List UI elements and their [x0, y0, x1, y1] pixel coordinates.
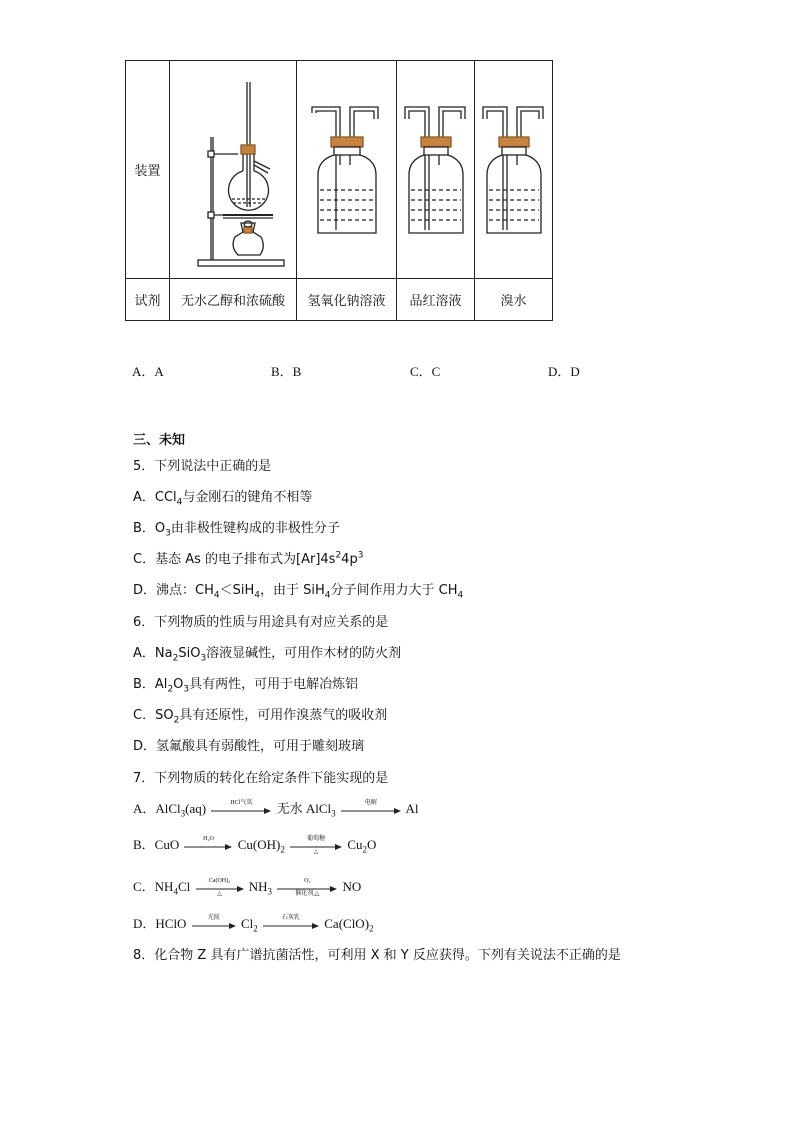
- reagent-cell: 溴水: [475, 279, 553, 321]
- reagent-cell: 氢氧化钠溶液: [297, 279, 397, 321]
- apparatus-wash-bottle-1: [297, 61, 397, 279]
- q7-option-c: C．$NH_4Cl$ Ca(OH)₂ △ $NH_3$ O₂ 催化剂,△ NO: [133, 878, 362, 898]
- apparatus-ethylene-generator: [170, 61, 297, 279]
- q6-option-a: A．$Na_2SiO_3$溶液显碱性，可用作木材的防火剂: [133, 646, 402, 664]
- q4-option-a: A．A: [132, 364, 164, 379]
- q5-option-c: C．基态 As 的电子排布式为$[Ar]4s^24p^3$: [133, 550, 364, 567]
- reaction-arrow: Ca(OH)₂ △: [196, 881, 244, 895]
- q6-option-d: D．氢氟酸具有弱酸性，可用于雕刻玻璃: [133, 739, 365, 754]
- reagent-cell: 品红溶液: [397, 279, 475, 321]
- reaction-arrow: H₂O: [184, 839, 232, 853]
- q7-option-a: A．AlCl$_3$(aq) HCl气氛 无水 AlCl$_3$ 电解 Al: [133, 800, 419, 819]
- apparatus-wash-bottle-3: [475, 61, 553, 279]
- reaction-arrow: 石灰乳: [263, 918, 319, 932]
- gas-wash-bottle-icon: [310, 105, 384, 235]
- reaction-arrow: O₂ 催化剂,△: [277, 881, 337, 895]
- q7-option-b: B．CuO H₂O $Cu(OH)_2$ 葡萄糖 △ $Cu_2O$: [133, 836, 377, 856]
- section-title: 三、未知: [133, 433, 186, 448]
- q5-option-a: A．CCl$_4$与金刚石的键角不相等: [133, 490, 313, 508]
- row-label-apparatus: 装置: [126, 61, 170, 279]
- q5-stem: 5．下列说法中正确的是: [133, 459, 272, 474]
- gas-wash-bottle-icon: [481, 105, 547, 235]
- reagent-apparatus-table: [125, 60, 553, 321]
- reagent-cell: 无水乙醇和浓硫酸: [170, 279, 297, 321]
- q4-option-b: B．B: [271, 364, 302, 379]
- reaction-arrow: 葡萄糖 △: [290, 839, 342, 853]
- reaction-arrow: 光照: [192, 918, 236, 932]
- q7-stem: 7．下列物质的转化在给定条件下能实现的是: [133, 771, 389, 786]
- q6-option-b: B．$Al_2O_3$具有两性，可用于电解冶炼铝: [133, 677, 359, 695]
- q7-option-d: D．HClO 光照 $Cl_2$ 石灰乳 $Ca(ClO)_2$: [133, 915, 374, 934]
- q5-option-b: B．$O_3$由非极性键构成的非极性分子: [133, 521, 340, 539]
- q6-stem: 6．下列物质的性质与用途具有对应关系的是: [133, 615, 389, 630]
- reaction-arrow: 电解: [341, 803, 401, 817]
- q4-option-d: D．D: [548, 364, 580, 379]
- apparatus-wash-bottle-2: [397, 61, 475, 279]
- gas-wash-bottle-icon: [403, 105, 469, 235]
- row-label-reagent: 试剂: [126, 279, 170, 321]
- flask-heating-apparatus-icon: [178, 67, 288, 272]
- q6-option-c: C．$SO_2$具有还原性，可用作溴蒸气的吸收剂: [133, 708, 388, 726]
- q4-option-c: C．C: [410, 364, 441, 379]
- q5-option-d: D．沸点：$CH_4<SiH_4$，由于 SiH$_4$分子间作用力大于 $CH_4$: [133, 583, 464, 601]
- reaction-arrow: HCl气氛: [211, 803, 271, 817]
- q8-stem: 8．化合物 Z 具有广谱抗菌活性，可利用 X 和 Y 反应获得。下列有关说法不正确的是: [133, 948, 621, 963]
